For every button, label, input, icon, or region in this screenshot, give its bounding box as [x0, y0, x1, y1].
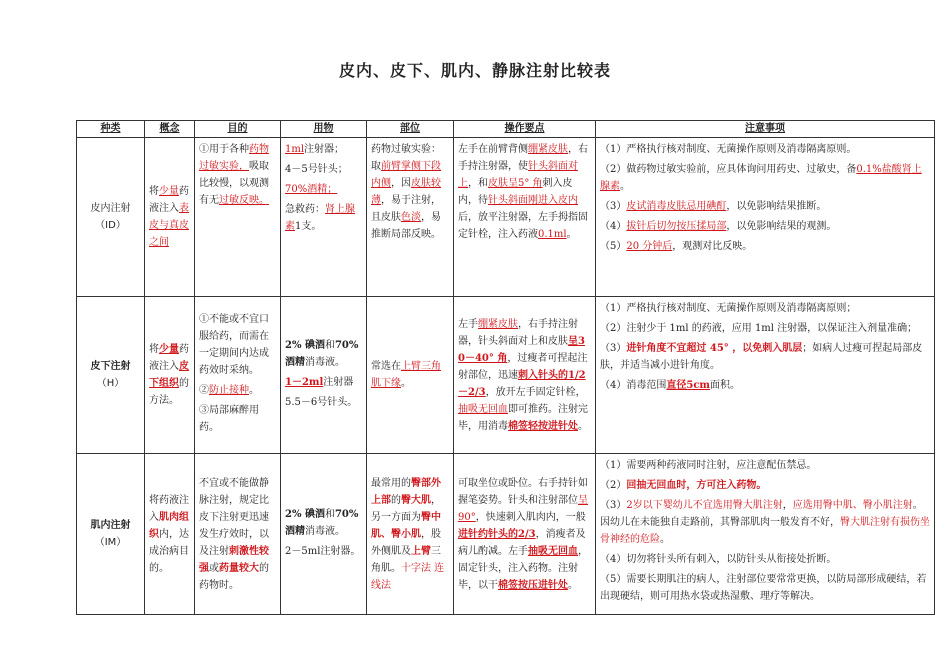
- text-run: 吸取比较慢，以观测有无: [199, 161, 269, 206]
- text-run: 0.1%盐酸肾上腺素: [600, 164, 922, 192]
- text-run: 70%酒精；: [285, 184, 338, 195]
- paragraph: [285, 161, 362, 178]
- text-run: 少量: [159, 186, 179, 197]
- text-run: 进针约针头的2/3: [458, 528, 536, 540]
- paragraph: [600, 141, 930, 158]
- paragraph: [285, 201, 362, 235]
- text-run: 刺激性较强: [199, 545, 269, 574]
- text-run: ，消瘦者及病儿酌减。左手: [458, 528, 586, 557]
- table-row-subcutaneous: [77, 297, 935, 454]
- text-run: （2）做药物过敏实验前，应具体询问用药史、过敏史，备: [600, 164, 857, 175]
- text-run: 皮试消毒皮肤忌用碘酊: [626, 201, 727, 212]
- text-run: 可取坐位或卧位。: [458, 477, 538, 489]
- text-run: ，易于注射，且皮肤: [371, 195, 441, 223]
- text-run: 。: [660, 534, 670, 545]
- text-run: 70%酒精: [285, 339, 359, 368]
- text-run: 抽吸无回血: [528, 545, 578, 557]
- text-run: ，以免影响结果的观测。: [726, 221, 837, 232]
- text-run: （5）需要长期肌注的病人，注射部位要常常更换，以防局部形成硬结，若出现硬结，则可用热水袋或热湿敷、理疗等解决。: [600, 574, 927, 602]
- text-run: 少量: [159, 344, 179, 355]
- paragraph: [285, 543, 362, 560]
- cell-notes: [596, 454, 935, 615]
- paragraph: [600, 340, 930, 374]
- text-run: 棉签按压进针处: [498, 579, 568, 591]
- text-run: 十字法 连线法: [371, 562, 445, 591]
- text-run: 肾上腺素: [285, 204, 355, 232]
- text-run: 20 分钟后: [626, 241, 673, 252]
- paragraph: [600, 198, 930, 215]
- text-run: 臀部外上部: [371, 477, 441, 506]
- text-run: 2岁以下婴幼儿不宜选用臀大肌注射: [626, 500, 783, 511]
- text-run: 。: [249, 385, 259, 396]
- text-run: 。: [566, 229, 577, 240]
- cell-type: [77, 297, 145, 454]
- cell-purpose: [195, 297, 281, 454]
- type-abbr: （IM）: [94, 537, 127, 548]
- text-run: 后，放平注射器，左手拇指固定针栓，注入药液: [458, 212, 588, 240]
- text-run: 将药液注入: [149, 494, 189, 523]
- paragraph: [199, 311, 276, 379]
- paragraph: [600, 238, 930, 255]
- text-run: 的方法。: [149, 378, 189, 406]
- text-run: 。: [620, 181, 630, 192]
- cell-notes: [596, 138, 935, 297]
- text-run: ③局部麻醉用药。: [199, 405, 259, 433]
- text-run: 最常用的: [371, 477, 411, 489]
- text-run: （2）注射少于 1ml 的药液，应用 1ml 注射器，以保证注入剂量准确；: [600, 323, 918, 334]
- paragraph: [600, 551, 930, 568]
- text-run: 针头斜面对上: [458, 161, 578, 189]
- type-name: 皮下注射: [90, 361, 131, 372]
- text-run: 2－5ml注射器。: [285, 545, 361, 557]
- text-run: （5）: [600, 241, 627, 252]
- text-run: 即可推药。注射完毕，用消毒: [458, 403, 588, 432]
- paragraph: [600, 300, 930, 317]
- cell-notes: [596, 297, 935, 454]
- text-run: ；如病人过瘦可捏起局部皮肤，并适当减小进针角度。: [600, 343, 923, 371]
- text-run: 右手持针如握笔姿势。针头和注射部位: [458, 477, 588, 506]
- text-run: 将: [149, 186, 159, 197]
- text-run: 0.1ml: [538, 229, 567, 240]
- text-run: 棉签轻按进针处: [508, 420, 578, 432]
- paragraph: [600, 161, 930, 195]
- text-run: ，过瘦者可捏起注射部位，迅速: [458, 352, 588, 381]
- text-run: 刺入皮内，待: [458, 178, 573, 206]
- text-run: 臀大肌注射有损伤坐骨神经的危险: [600, 517, 930, 545]
- paragraph: [600, 571, 930, 605]
- text-run: 和: [324, 508, 335, 520]
- cell-type: [77, 138, 145, 297]
- text-run: 消毒液。: [305, 356, 345, 368]
- cell-concept: [145, 454, 195, 615]
- text-run: 常选在: [371, 361, 401, 372]
- type-abbr: （ID）: [95, 220, 126, 231]
- text-run: 和: [324, 339, 335, 351]
- text-run: 4－5号针头；: [285, 164, 348, 175]
- cell-type: [77, 454, 145, 615]
- paragraph: [600, 377, 930, 394]
- text-run: ，易推断局部反映。: [371, 212, 441, 240]
- text-run: 急救药：: [285, 204, 325, 215]
- table-row-intramuscular: [77, 454, 935, 615]
- text-run: 抽吸无回血: [458, 403, 508, 415]
- text-run: 拔针后切勿按压揉局部: [626, 221, 727, 232]
- text-run: 面积。: [710, 380, 741, 391]
- text-run: 的药物时。: [199, 562, 269, 591]
- text-run: 色淡: [401, 212, 421, 223]
- text-run: ，右手持注射器，使: [458, 144, 588, 172]
- text-run: 进针角度不宜超过 45° ，以免刺入肌层: [626, 343, 803, 354]
- text-run: 防止接种: [209, 385, 249, 396]
- cell-site: [367, 138, 454, 297]
- text-run: ，股外侧肌及: [371, 528, 441, 557]
- text-run: ，右手持注射器，针头斜面对上和皮肤: [458, 318, 578, 347]
- table-row-intradermal: [77, 138, 935, 297]
- header-purpose: 目的: [195, 121, 281, 138]
- text-run: 绷紧皮肤: [528, 144, 568, 155]
- text-run: 药液注入: [149, 186, 189, 214]
- paragraph: [600, 218, 930, 235]
- cell-purpose: [195, 138, 281, 297]
- text-run: ，观测对比反映。: [672, 241, 753, 252]
- paragraph: [600, 477, 930, 494]
- text-run: （4）切勿将针头所有刺入，以防针头从衔接处折断。: [600, 554, 837, 565]
- type-name: 皮内注射: [90, 203, 131, 214]
- text-run: 1－2ml: [285, 376, 324, 388]
- cell-supplies: [281, 297, 367, 454]
- text-run: ①不能或不宜口服给药，而需在一定期间内达成药效时采纳。: [199, 314, 269, 376]
- text-run: （3）: [600, 343, 627, 354]
- cell-concept: [145, 138, 195, 297]
- text-run: 直径5cm: [666, 380, 711, 391]
- text-run: 5.5－6号针头。: [285, 396, 358, 408]
- text-run: 内，达成治病目的。: [149, 528, 189, 574]
- text-run: ②: [199, 385, 209, 396]
- text-run: 左手: [458, 318, 478, 330]
- paragraph: [285, 394, 362, 411]
- text-run: 70%酒精: [285, 508, 359, 537]
- paragraph: [285, 181, 362, 198]
- text-run: 应选用臀中肌、臀小肌注射: [792, 500, 913, 511]
- text-run: 或: [209, 562, 219, 574]
- text-run: ①用于各种: [199, 144, 249, 155]
- text-run: 表皮与真皮之间: [149, 203, 189, 248]
- text-run: 呈30－40° 角: [458, 335, 585, 364]
- cell-operation: [454, 138, 596, 297]
- text-run: 。: [578, 420, 588, 432]
- cell-site: [367, 297, 454, 454]
- text-run: 针头斜面刚进入皮内: [488, 195, 578, 206]
- cell-operation: [454, 454, 596, 615]
- text-run: 2% 碘酒: [285, 508, 325, 520]
- text-run: ，因: [391, 178, 411, 189]
- cell-site: [367, 454, 454, 615]
- text-run: 皮肤呈5° 角: [488, 178, 543, 189]
- text-run: 呈90°: [458, 494, 588, 523]
- text-run: （3）: [600, 201, 627, 212]
- paragraph: [199, 402, 276, 436]
- paragraph: [285, 337, 362, 371]
- header-notes: 注意事项: [596, 121, 935, 138]
- text-run: ，放开左手固定针栓，: [485, 386, 586, 398]
- text-run: 注射器；: [304, 144, 345, 155]
- text-run: 过敏反映。: [219, 195, 269, 206]
- paragraph: [285, 374, 362, 391]
- paragraph: [199, 382, 276, 399]
- cell-operation: [454, 297, 596, 454]
- type-name: 肌内注射: [90, 520, 131, 531]
- header-concept: 概念: [145, 121, 195, 138]
- text-run: （1）严格执行核对制度、无菌操作原则及消毒隔离原则；: [600, 303, 857, 314]
- text-run: ，: [782, 500, 793, 511]
- text-run: 。: [401, 378, 411, 389]
- text-run: 左手在前臂背侧: [458, 144, 528, 155]
- text-run: 2% 碘酒: [285, 339, 325, 351]
- text-run: 药量较大: [219, 562, 259, 574]
- cell-supplies: [281, 138, 367, 297]
- paragraph: [285, 141, 362, 158]
- text-run: ，快速刺入肌肉内，一般: [475, 511, 586, 523]
- text-run: 前臂掌侧下段内侧: [371, 161, 441, 189]
- text-run: ，另一方面为: [371, 494, 441, 523]
- text-run: 的: [391, 494, 401, 506]
- cell-concept: [145, 297, 195, 454]
- text-run: 。: [568, 579, 578, 591]
- text-run: （1）需要两种药液同时注射，应注意配伍禁忌。: [600, 460, 817, 471]
- text-run: 注射器: [323, 376, 354, 388]
- comparison-table: [76, 120, 935, 615]
- text-run: 1ml: [285, 144, 305, 155]
- text-run: 臀大肌: [401, 494, 431, 506]
- type-abbr: （H）: [96, 378, 125, 389]
- text-run: 将: [149, 344, 159, 355]
- text-run: （4）消毒范围: [600, 380, 667, 391]
- text-run: 消毒液。: [305, 525, 345, 537]
- text-run: 不宜或不能做静脉注射，规定比皮下注射更迅速发生疗效时，以及注射: [199, 477, 269, 557]
- text-run: （4）: [600, 221, 627, 232]
- text-run: （2）: [600, 480, 627, 491]
- text-run: 皮下组织: [149, 361, 189, 389]
- text-run: 药物过敏实验，: [199, 144, 269, 172]
- text-run: 回抽无回血时，方可注入药物。: [626, 480, 767, 491]
- cell-purpose: [195, 454, 281, 615]
- paragraph: [285, 506, 362, 540]
- text-run: 药物过敏实验：取: [371, 144, 441, 172]
- text-run: 三角肌。: [371, 545, 441, 574]
- header-type: 种类: [77, 121, 145, 138]
- text-run: 。因幼儿在未能独自走路前，其臀部肌肉一般发育不好，: [600, 500, 923, 528]
- text-run: 绷紧皮肤: [478, 318, 518, 330]
- paragraph: [600, 320, 930, 337]
- text-run: 药液注入: [149, 344, 189, 372]
- header-supplies: 用物: [281, 121, 367, 138]
- cell-supplies: [281, 454, 367, 615]
- header-operation: 操作要点: [454, 121, 596, 138]
- text-run: ，以免影响结果推断。: [726, 201, 827, 212]
- text-run: 皮肤较薄: [371, 178, 441, 206]
- text-run: （3）: [600, 500, 627, 511]
- paragraph: [600, 497, 930, 548]
- paragraph: [600, 457, 930, 474]
- text-run: ，和: [468, 178, 488, 189]
- header-row: [77, 121, 935, 138]
- text-run: 1支。: [295, 221, 322, 232]
- text-run: 上臂三角肌下缘: [371, 361, 441, 389]
- page-title: 皮内、皮下、肌内、静脉注射比较表: [338, 61, 611, 80]
- text-run: 刺入针头的1/2－2/3: [458, 369, 586, 398]
- text-run: （1）严格执行核对制度、无菌操作原则及消毒隔离原则。: [600, 144, 857, 155]
- text-run: 臀中肌、臀小肌: [371, 511, 441, 540]
- text-run: 上臂: [411, 545, 431, 557]
- header-site: 部位: [367, 121, 454, 138]
- text-run: ，固定针头，注入药物。注射毕，以干: [458, 545, 588, 591]
- text-run: 肌肉组织: [149, 511, 189, 540]
